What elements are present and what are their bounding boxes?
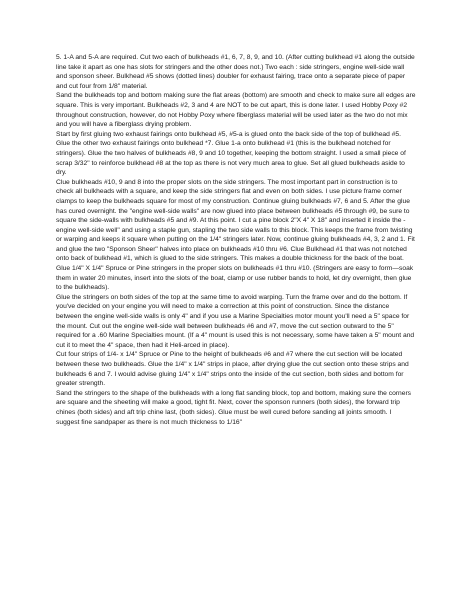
paragraph: 5. 1-A and 5-A are required. Cut two each of bulkheads #1, 6, 7, 8, 9, and 10. (After cutting bulkhead #1 along the outside line take it apart as one has slots for stringers and the other does not.) Two each : side stringers, engine well-side wall and sponson sheer. Bulkhead #5 shows (dotted lines) doubler for exhaust fairing, trace onto a separate piece of paper and cut four from 1/8" material.: [56, 54, 415, 90]
paragraph: Sand the bulkheads top and bottom making sure the flat areas (bottom) are smooth and check to make sure all edges are square. This is very important. Bulkheads #2, 3 and 4 are NOT to be cut apart, this is done later. I used Hobby Poxy #2 throughout construction, however, do not Hobby Poxy where fiberglass material will be used later as the two do not mix and you will have a fiberglass drying problem.: [56, 92, 416, 129]
document-page: [56, 53, 416, 427]
paragraph: Start by first gluing two exhaust fairings onto bulkhead #5, #5-a is glued onto the back side of the top of bulkhead #5. Glue the other two exhaust fairings onto bulkhead *7. Glue 1-a onto bulkhead #1 (this is the bulkhead notched for stringers). Glue the two halves of bulkheads #8, 9 and 10 together, keeping the bottom straight. I used a small piece of scrap 3/32" to reinforce bulkhead #8 at the top as there is not very much area to glue. Set all glued bulkheads aside to dry.: [56, 130, 406, 177]
paragraph: Cut four strips of 1/4- x 1/4" Spruce or Pine to the height of bulkheads #6 and #7 where the cut section will be located between these two bulkheads. Glue the 1/4" x 1/4" strips in place, after drying glue the cut section onto these strips and bulkheads 6 and 7. I would advise gluing 1/4" x 1/4" strips onto the inside of the cut section, both sides and bottom for greater strength.: [56, 351, 409, 388]
paragraph: Clue bulkheads #10, 9 and 8 into the proper slots on the side stringers. The most important part in construction is to check all bulkheads with a square, and keep the side stringers flat and even on both sides. I use picture frame corner clamps to keep the bulkheads square for most of my construction. Continue gluing bulkheads #7, 6 and 5. After the glue has cured overnight. the "engine well-side walls" are now glued into place between bulkheads #5 through #9, be sure to square the side-walls with bulkheads #5 and #9. At this point. I cut a pine block 2"X 4" X 18" and inserted it inside the -engine well-side well" and using a staple gun, stapling the two side walls to this block. This keeps the frame from twisting or warping and keeps it square when putting on the 1/4" stringers later. Now, continue gluing bulkheads #4, 3, 2 and 1. Fit and glue the two "Sponson Sheer" halves into place on bulkheads #10 thru #6. Clue Bulkhead #1 that was not notched onto back of bulkhead #1, which is glued to the side stringers. This makes a double thickness for the back of the boat.: [56, 178, 415, 263]
paragraph: Sand the stringers to the shape of the bulkheads with a long flat sanding block, top and bottom, making sure the corners are square and the sheeting will make a good, tight fit. Next, cover the sponson runners (both sides), the forward trip chines (both sides) and aft trip chine last, (both sides). Glue must be well cured before sanding all joints smooth. I suggest fine sandpaper as there is not much thickness to 1/16": [56, 389, 412, 426]
paragraph: Glue 1/4" X 1/4" Spruce or Pine stringers in the proper slots on bulkheads #1 thru #10. (Stringers are easy to form—soak them in water 20 minutes, insert into the slots of the boat, clamp or use rubber bands to hold, let dry overnight, then glue to the bulkheads).: [56, 265, 414, 292]
paragraph: Glue the stringers on both sides of the top at the same time to avoid warping. Turn the frame over and do the bottom. If you've decided on your engine you will need to make a correction at this point of construction. Since the distance between the engine well-side walls is only 4" and if you use a Marine Specialties motor mount you'll need a 5" space for the mount. Cut out the engine well-side wall between bulkheads #6 and #7, move the cut section outward to the 5" required for a .60 Marine Specialties mount. (If a 4" mount is used this is not necessary, some have taken a 5" mount and cut it to meet the 4" space, then had it Heli-arced in place).: [56, 293, 415, 349]
